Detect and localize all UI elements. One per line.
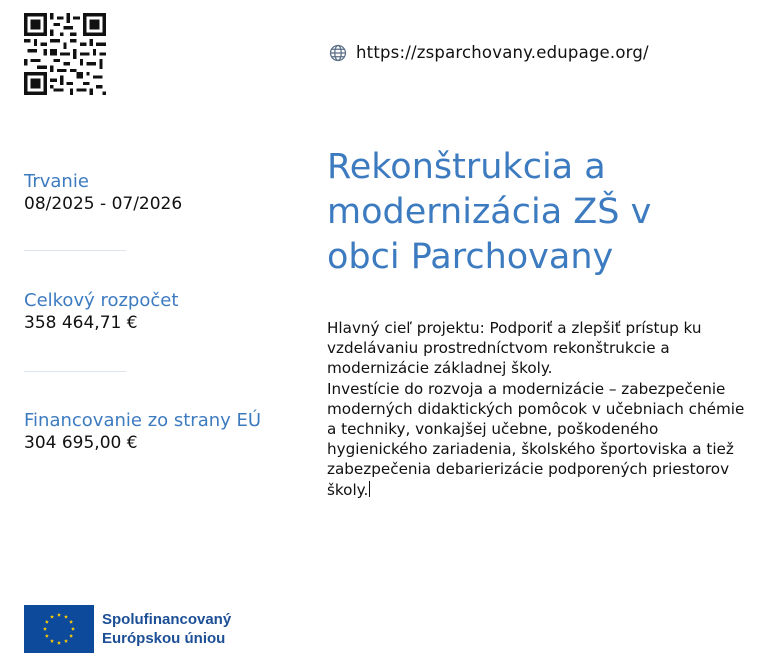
qr-code-icon [24,13,106,95]
eu-logo-text [102,610,231,648]
eu-funding-block [24,410,304,454]
budget-value: 358 464,71 € [24,313,138,333]
eu-cofunded-logo [24,605,231,653]
project-title: Rekonštrukcia a modernizácia ZŠ v obci Parchovany [327,147,652,277]
eu-logo-line1: Spolufinancovaný [102,611,232,628]
divider [24,371,126,372]
eu-flag-icon [24,605,94,653]
duration-value: 08/2025 - 07/2026 [24,194,183,214]
project-description-editor[interactable] [327,318,747,500]
eu-funding-value: 304 695,00 € [24,433,138,453]
divider [24,250,126,251]
budget-block [24,290,304,334]
eu-logo-line2: Európskou úniou [102,630,226,647]
duration-block [24,171,304,215]
eu-funding-label: Financovanie zo strany EÚ [24,410,262,431]
budget-label: Celkový rozpočet [24,290,179,311]
text-cursor [369,481,370,497]
website-row[interactable] [329,43,649,62]
website-url[interactable]: https://zsparchovany.edupage.org/ [356,43,649,62]
duration-label: Trvanie [24,171,89,192]
project-description[interactable]: Hlavný cieľ projektu: Podporiť a zlepšiť prístup ku vzdelávaniu prostredníctvom rekonštrukcie a modernizácie základnej školy. Investície do rozvoja a modernizácie – zabezpečenie moderných didaktických pomôcok v učebniach chémie a techniky, vonkajšej učebne, poškodeného hygienického zariadenia, školského športoviska a tiež zabezpečenia debarierizácie podporených priestorov školy. [327,319,745,499]
globe-icon [329,44,347,62]
